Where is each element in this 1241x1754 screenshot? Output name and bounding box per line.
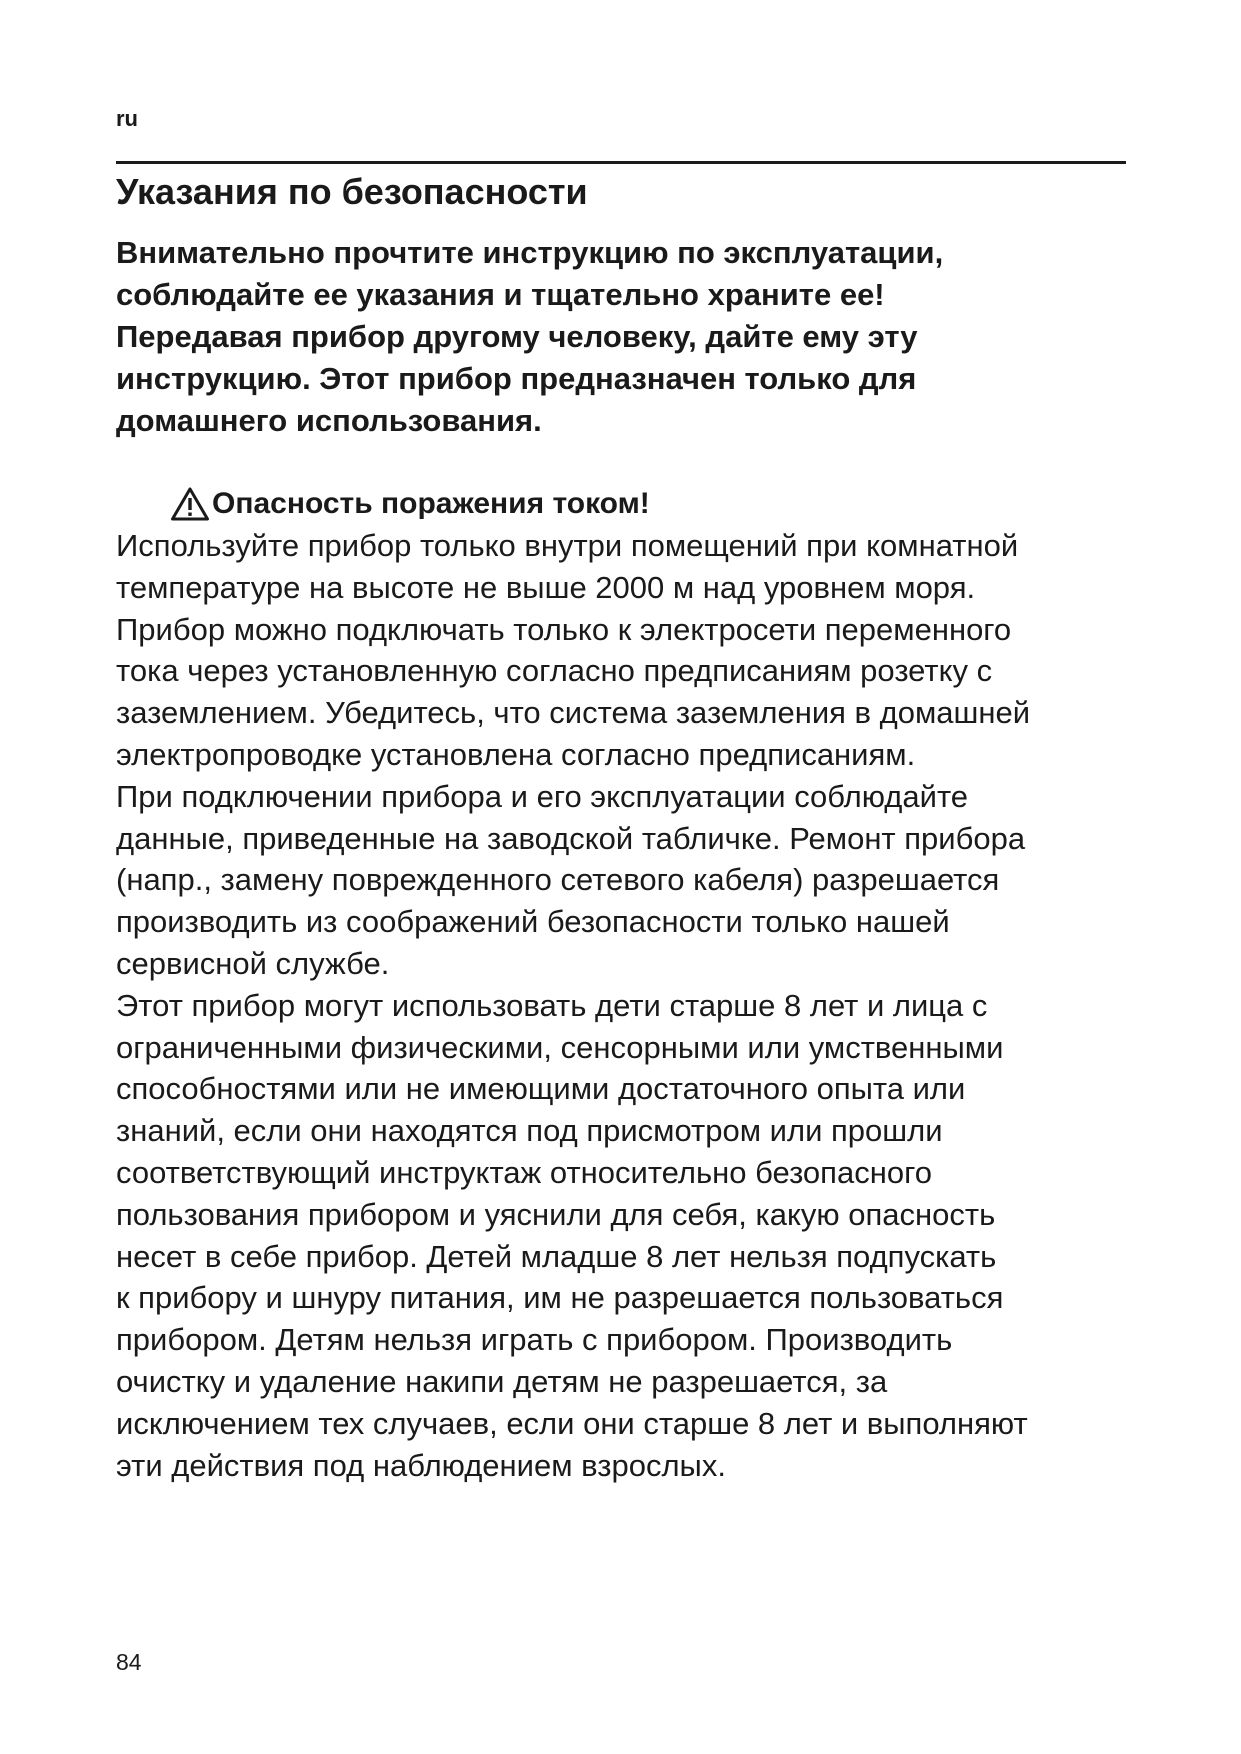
- intro-paragraph: [116, 232, 1136, 442]
- body-line: (напр., замену поврежденного сетевого кабеля) разрешается: [116, 862, 1000, 898]
- body-line: пользования прибором и уяснили для себя, какую опасность: [116, 1196, 996, 1232]
- intro-line: Внимательно прочтите инструкцию по эксплуатации,: [116, 235, 944, 270]
- section-title: Указания по безопасности: [116, 171, 588, 212]
- body-line: производить из соображений безопасности только нашей: [116, 904, 950, 940]
- body-line: несет в себе прибор. Детей младше 8 лет нельзя подпускать: [116, 1238, 997, 1274]
- body-line: ограниченными физическими, сенсорными или умственными: [116, 1029, 1004, 1065]
- body-line: сервисной службе.: [116, 945, 390, 981]
- language-code: ru: [116, 106, 138, 131]
- body-line: тока через установленную согласно предписаниям розетку с: [116, 653, 993, 689]
- intro-line: инструкцию. Этот прибор предназначен только для: [116, 361, 917, 396]
- header-divider: [116, 161, 1126, 164]
- body-line: способностями или не имеющими достаточного опыта или: [116, 1071, 966, 1107]
- body-line: При подключении прибора и его эксплуатации соблюдайте: [116, 778, 969, 814]
- page-number: 84: [116, 1649, 142, 1675]
- body-line: температуре на высоте не выше 2000 м над уровнем моря.: [116, 569, 976, 605]
- body-line: электропроводке установлена согласно предписаниям.: [116, 736, 916, 772]
- body-line: Прибор можно подключать только к электросети переменного: [116, 611, 1012, 647]
- warning-triangle-icon: [170, 486, 210, 522]
- body-line: знаний, если они находятся под присмотром или прошли: [116, 1113, 943, 1149]
- intro-line: домашнего использования.: [116, 403, 542, 438]
- body-line: данные, приведенные на заводской табличке. Ремонт прибора: [116, 820, 1026, 856]
- body-line: Используйте прибор только внутри помещений при комнатной: [116, 528, 1019, 563]
- safety-body-text: [116, 525, 1136, 1486]
- body-line: к прибору и шнуру питания, им не разрешается пользоваться: [116, 1280, 1004, 1316]
- intro-line: соблюдайте ее указания и тщательно храните ее!: [116, 277, 885, 312]
- warning-heading: [170, 482, 650, 526]
- body-line: заземлением. Убедитесь, что система заземления в домашней: [116, 695, 1031, 731]
- body-line: очистку и удаление накипи детям не разрешается, за: [116, 1363, 888, 1399]
- body-line: исключением тех случаев, если они старше 8 лет и выполняют: [116, 1405, 1028, 1441]
- body-line: эти действия под наблюдением взрослых.: [116, 1447, 726, 1483]
- intro-line: Передавая прибор другому человеку, дайте ему эту: [116, 319, 918, 354]
- warning-title: Опасность поражения током!: [212, 487, 650, 520]
- body-line: соответствующий инструктаж относительно безопасного: [116, 1154, 932, 1190]
- body-line: прибором. Детям нельзя играть с прибором. Производить: [116, 1322, 953, 1358]
- body-line: Этот прибор могут использовать дети старше 8 лет и лица с: [116, 987, 988, 1023]
